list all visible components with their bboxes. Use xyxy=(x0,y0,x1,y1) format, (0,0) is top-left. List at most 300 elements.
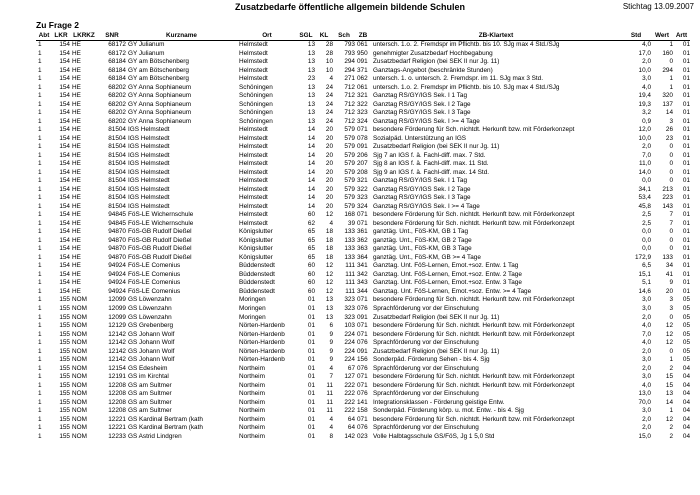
cell-zb: 071 xyxy=(357,219,368,227)
cell-zb: 023 xyxy=(357,432,368,440)
cell-sch: 133 xyxy=(344,253,355,261)
cell-lkr: 154 xyxy=(59,92,70,100)
cell-artt: 05 xyxy=(682,356,690,364)
cell-snr: 12221 xyxy=(108,415,126,423)
cell-wert: 13 xyxy=(665,390,673,398)
cell-ort: Helmstedt xyxy=(239,134,268,142)
cell-snr: 94924 xyxy=(108,279,126,287)
cell-wert: 7 xyxy=(669,219,673,227)
table-row xyxy=(36,296,690,305)
cell-zb: 323 xyxy=(357,109,368,117)
cell-sch: 111 xyxy=(345,279,355,287)
cell-lkr: 154 xyxy=(59,49,70,57)
cell-zb: 076 xyxy=(357,390,368,398)
cell-snr: 94924 xyxy=(108,287,126,295)
cell-abt: 1 xyxy=(38,143,42,151)
cell-wert: 9 xyxy=(669,279,673,287)
cell-artt: 05 xyxy=(682,313,690,321)
cell-ort: Nörten-Hardenb xyxy=(239,330,285,338)
cell-sch: 133 xyxy=(344,228,355,236)
cell-abt: 1 xyxy=(38,322,42,330)
cell-snr: 68184 xyxy=(108,58,126,66)
cell-wert: 34 xyxy=(665,262,673,270)
cell-std: 4,0 xyxy=(642,83,651,91)
cell-snr: 81504 xyxy=(108,134,126,142)
cell-std: 3,0 xyxy=(642,296,651,304)
cell-lkrkz: HE xyxy=(72,41,81,48)
cell-abt: 1 xyxy=(38,202,42,210)
cell-zb-klartext: Sjg 8 an IGS f. ä. Fachl-diff. max. 11 Std. xyxy=(373,160,489,168)
cell-kl: 10 xyxy=(325,58,333,66)
cell-kl: 9 xyxy=(329,339,333,347)
table-row xyxy=(36,160,690,169)
cell-kl: 18 xyxy=(325,228,333,236)
cell-zb-klartext: Ganztag RS/GY/IGS Sek. I 2 Tage xyxy=(373,100,471,108)
cell-sch: 294 xyxy=(344,66,355,74)
cell-kl: 20 xyxy=(325,151,333,159)
table-row xyxy=(36,365,690,374)
cell-lkr: 154 xyxy=(59,100,70,108)
cell-lkrkz: HE xyxy=(72,287,81,295)
cell-kurzname: GS Löwenzahn xyxy=(128,296,172,304)
table-row xyxy=(36,75,690,84)
cell-sgl: 01 xyxy=(307,304,315,312)
cell-sgl: 01 xyxy=(307,432,315,440)
cell-abt: 1 xyxy=(38,134,42,142)
cell-std: 2,5 xyxy=(642,211,651,219)
table-row xyxy=(36,58,690,67)
cell-kl: 12 xyxy=(325,287,333,295)
cell-sch: 103 xyxy=(344,322,355,330)
cell-artt: 04 xyxy=(682,432,690,440)
cell-zb-klartext: Ganztag RS/GY/IGS Sek. I 3 Tage xyxy=(373,109,471,117)
cell-kl: 20 xyxy=(325,143,333,151)
cell-zb-klartext: Ganztags-Angebot (beschränkte Stunden) xyxy=(373,66,493,74)
cell-kurzname: IGS Helmstedt xyxy=(128,185,170,193)
cell-lkr: 155 xyxy=(59,347,70,355)
cell-ort: Büddenstedt xyxy=(239,279,275,287)
cell-zb: 321 xyxy=(357,92,368,100)
cell-ort: Helmstedt xyxy=(239,143,268,151)
cell-kl: 4 xyxy=(329,75,333,83)
cell-lkrkz: NOM xyxy=(72,330,87,338)
cell-lkrkz: HE xyxy=(72,151,81,159)
table-row xyxy=(36,152,690,161)
cell-lkr: 155 xyxy=(59,339,70,347)
table-row xyxy=(36,220,690,229)
cell-kl: 4 xyxy=(329,219,333,227)
cell-wert: 2 xyxy=(669,432,673,440)
cell-ort: Northeim xyxy=(239,381,265,389)
cell-zb-klartext: besondere Förderung für Sch. nichtdt. Herkunft bzw. mit Förderkonzept xyxy=(373,322,575,330)
cell-snr: 12208 xyxy=(108,390,126,398)
cell-kl: 12 xyxy=(325,211,333,219)
cell-kurzname: FöS-LE Comenius xyxy=(128,279,181,287)
cell-kl: 9 xyxy=(329,347,333,355)
cell-sch: 712 xyxy=(344,109,355,117)
cell-snr: 81504 xyxy=(108,185,126,193)
cell-zb-klartext: Sprachförderung vor der Einschulung xyxy=(373,339,479,347)
cell-zb: 324 xyxy=(357,202,368,210)
cell-sgl: 01 xyxy=(307,398,315,406)
cell-kl: 7 xyxy=(329,373,333,381)
cell-lkr: 154 xyxy=(59,143,70,151)
cell-snr: 68202 xyxy=(108,109,126,117)
cell-zb: 364 xyxy=(357,253,368,261)
table-row xyxy=(36,322,690,331)
cell-std: 12,0 xyxy=(638,126,651,134)
cell-sch: 64 xyxy=(347,415,355,423)
cell-zb: 076 xyxy=(357,304,368,312)
table-row xyxy=(36,331,690,340)
cell-zb-klartext: Sjg 7 an IGS f. ä. Fachl-diff. max. 7 Std. xyxy=(373,151,486,159)
cell-lkr: 154 xyxy=(59,228,70,236)
cell-kurzname: IGS Helmstedt xyxy=(128,143,170,151)
cell-lkr: 154 xyxy=(59,177,70,185)
col-kurzname: Kurzname xyxy=(126,31,237,41)
cell-artt: 01 xyxy=(682,143,690,151)
cell-wert: 3 xyxy=(669,117,673,125)
cell-wert: 1 xyxy=(669,407,673,415)
cell-artt: 05 xyxy=(682,322,690,330)
cell-kl: 4 xyxy=(329,415,333,423)
cell-std: 13,0 xyxy=(638,390,651,398)
cell-ort: Königslutter xyxy=(239,253,273,261)
table-body xyxy=(36,41,690,442)
cell-kurzname: GS Johann Wolf xyxy=(128,347,175,355)
cell-std: 3,0 xyxy=(642,356,651,364)
cell-abt: 1 xyxy=(38,347,42,355)
cell-std: 45,8 xyxy=(638,202,651,210)
cell-wert: 15 xyxy=(665,381,673,389)
cell-kl: 20 xyxy=(325,134,333,142)
cell-kl: 24 xyxy=(325,100,333,108)
cell-kl: 20 xyxy=(325,185,333,193)
cell-sgl: 01 xyxy=(307,322,315,330)
cell-zb-klartext: Zusatzbedarf Religion (bei SEK II nur Jg. 11) xyxy=(373,347,500,355)
cell-zb: 950 xyxy=(357,49,368,57)
cell-kurzname: GY Anna Sophianeum xyxy=(128,109,192,117)
cell-kl: 20 xyxy=(325,177,333,185)
cell-sch: 579 xyxy=(344,177,355,185)
cell-lkr: 155 xyxy=(59,356,70,364)
cell-ort: Helmstedt xyxy=(239,75,268,83)
cell-artt: 01 xyxy=(682,287,690,295)
report-date: Stichtag 13.09.2007 xyxy=(622,2,694,11)
cell-zb: 061 xyxy=(357,41,368,48)
cell-zb: 156 xyxy=(357,356,368,364)
cell-wert: 15 xyxy=(665,373,673,381)
cell-artt: 01 xyxy=(682,160,690,168)
cell-lkrkz: HE xyxy=(72,262,81,270)
cell-zb-klartext: Sjg 9 an IGS f. ä. Fachl-diff. max. 14 Std. xyxy=(373,168,490,176)
cell-lkrkz: HE xyxy=(72,58,81,66)
cell-abt: 1 xyxy=(38,194,42,202)
cell-lkrkz: NOM xyxy=(72,339,87,347)
cell-kl: 11 xyxy=(326,390,333,398)
cell-artt: 01 xyxy=(682,58,690,66)
cell-snr: 94870 xyxy=(108,228,126,236)
cell-abt: 1 xyxy=(38,168,42,176)
cell-snr: 12221 xyxy=(108,424,126,432)
cell-sch: 579 xyxy=(344,134,355,142)
cell-zb: 323 xyxy=(357,194,368,202)
cell-abt: 1 xyxy=(38,304,42,312)
col-lkr: LKR xyxy=(52,31,70,41)
cell-ort: Helmstedt xyxy=(239,58,268,66)
cell-sch: 133 xyxy=(344,236,355,244)
cell-artt: 04 xyxy=(682,398,690,406)
cell-std: 0,9 xyxy=(642,117,651,125)
cell-lkrkz: HE xyxy=(72,143,81,151)
cell-lkr: 154 xyxy=(59,66,70,74)
cell-sgl: 60 xyxy=(307,211,315,219)
cell-zb-klartext: untersch. 1.o. 2. Fremdspr im Pflichtb. bis 10. SJg max 4 Std./SJg xyxy=(373,41,560,48)
cell-artt: 05 xyxy=(682,330,690,338)
cell-lkrkz: HE xyxy=(72,134,81,142)
col-sgl: SGL xyxy=(297,31,315,41)
cell-zb-klartext: Zusatzbedarf Religion (bei SEK II nur Jg. 11) xyxy=(373,143,500,151)
cell-sgl: 14 xyxy=(307,185,315,193)
cell-kl: 12 xyxy=(325,262,333,270)
table-row xyxy=(36,143,690,152)
cell-ort: Helmstedt xyxy=(239,202,268,210)
cell-zb-klartext: ganztäg. Unt., FöS-KM, GB 3 Tage xyxy=(373,245,472,253)
cell-ort: Büddenstedt xyxy=(239,287,275,295)
cell-zb-klartext: untersch. 1. o. untersch. 2. Fremdspr. im 11. SJg max 3 Std. xyxy=(373,75,544,83)
cell-std: 14,6 xyxy=(638,287,651,295)
cell-lkrkz: NOM xyxy=(72,296,87,304)
cell-sgl: 13 xyxy=(307,49,315,57)
cell-abt: 1 xyxy=(38,160,42,168)
cell-sch: 323 xyxy=(344,296,355,304)
cell-sch: 127 xyxy=(344,373,355,381)
cell-wert: 1 xyxy=(669,356,673,364)
cell-wert: 23 xyxy=(665,134,673,142)
cell-sch: 579 xyxy=(344,151,355,159)
cell-sgl: 01 xyxy=(307,415,315,423)
cell-ort: Nörten-Hardenb xyxy=(239,356,285,364)
cell-kurzname: FöS-GB Rudolf Dießel xyxy=(128,236,192,244)
cell-ort: Helmstedt xyxy=(239,49,268,57)
cell-kurzname: IGS Helmstedt xyxy=(128,177,170,185)
table-row xyxy=(36,186,690,195)
cell-lkr: 154 xyxy=(59,194,70,202)
cell-snr: 81504 xyxy=(108,168,126,176)
cell-abt: 1 xyxy=(38,211,42,219)
cell-sch: 579 xyxy=(344,143,355,151)
cell-wert: 1 xyxy=(669,41,673,48)
cell-ort: Helmstedt xyxy=(239,151,268,159)
cell-abt: 1 xyxy=(38,253,42,261)
cell-wert: 12 xyxy=(665,415,673,423)
cell-lkr: 155 xyxy=(59,364,70,372)
table-header xyxy=(36,31,690,41)
cell-abt: 1 xyxy=(38,313,42,321)
cell-lkr: 154 xyxy=(59,117,70,125)
cell-kl: 12 xyxy=(325,279,333,287)
cell-std: 2,0 xyxy=(642,143,651,151)
cell-kurzname: GS am Sultmer xyxy=(128,381,172,389)
cell-artt: 04 xyxy=(682,415,690,423)
table-row xyxy=(36,424,690,433)
cell-snr: 81504 xyxy=(108,177,126,185)
cell-lkr: 154 xyxy=(59,202,70,210)
cell-sch: 222 xyxy=(344,381,355,389)
cell-lkr: 154 xyxy=(59,83,70,91)
cell-kurzname: IGS Helmstedt xyxy=(128,168,170,176)
cell-abt: 1 xyxy=(38,49,42,57)
cell-std: 10,0 xyxy=(638,66,651,74)
cell-zb-klartext: Ganztag. Unt. FöS-Lernen, Emot.+soz. Entw. 1 Tag xyxy=(373,262,519,270)
table-row xyxy=(36,135,690,144)
cell-zb-klartext: Integrationsklassen - Förderung geistige Entw. xyxy=(373,398,505,406)
table-row xyxy=(36,118,690,127)
table-row xyxy=(36,84,690,93)
cell-ort: Schöningen xyxy=(239,92,273,100)
cell-artt: 01 xyxy=(682,219,690,227)
cell-ort: Moringen xyxy=(239,304,266,312)
cell-artt: 01 xyxy=(682,168,690,176)
cell-abt: 1 xyxy=(38,245,42,253)
cell-ort: Königslutter xyxy=(239,236,273,244)
cell-sgl: 62 xyxy=(307,219,315,227)
cell-zb-klartext: Ganztag RS/GY/IGS Sek. I 3 Tage xyxy=(373,194,471,202)
cell-sch: 294 xyxy=(344,58,355,66)
cell-zb-klartext: Sonderpäd. Förderung körp. u. mot. Entw. - bis 4. Sjg xyxy=(373,407,524,415)
cell-std: 4,0 xyxy=(642,381,651,389)
cell-artt: 01 xyxy=(682,177,690,185)
cell-artt: 05 xyxy=(682,296,690,304)
cell-lkr: 154 xyxy=(59,270,70,278)
cell-wert: 0 xyxy=(669,347,673,355)
cell-snr: 68172 xyxy=(108,41,126,48)
header-row xyxy=(36,31,690,41)
cell-lkrkz: HE xyxy=(72,253,81,261)
cell-wert: 2 xyxy=(669,364,673,372)
cell-artt: 04 xyxy=(682,407,690,415)
cell-zb: 062 xyxy=(357,75,368,83)
cell-zb-klartext: besondere Förderung für Sch. nichtdt. Herkunft bzw. mit Förderkonzept xyxy=(373,330,575,338)
cell-snr: 68202 xyxy=(108,92,126,100)
cell-kl: 13 xyxy=(325,296,333,304)
cell-snr: 68202 xyxy=(108,100,126,108)
cell-artt: 01 xyxy=(682,202,690,210)
cell-kl: 18 xyxy=(325,236,333,244)
cell-lkr: 155 xyxy=(59,390,70,398)
cell-zb-klartext: Sprachförderung vor der Einschulung xyxy=(373,304,479,312)
cell-sch: 224 xyxy=(344,330,355,338)
cell-kl: 24 xyxy=(325,92,333,100)
cell-ort: Nörten-Hardenb xyxy=(239,322,285,330)
cell-abt: 1 xyxy=(38,228,42,236)
cell-kl: 18 xyxy=(325,253,333,261)
cell-artt: 01 xyxy=(682,49,690,57)
cell-zb: 321 xyxy=(357,177,368,185)
cell-artt: 04 xyxy=(682,373,690,381)
cell-abt: 1 xyxy=(38,151,42,159)
cell-artt: 01 xyxy=(682,134,690,142)
cell-std: 172,9 xyxy=(635,253,651,261)
cell-kl: 12 xyxy=(325,270,333,278)
cell-kurzname: GY Anna Sophianeum xyxy=(128,83,192,91)
table-row xyxy=(36,314,690,323)
cell-sch: 111 xyxy=(345,270,355,278)
cell-std: 17,0 xyxy=(638,49,651,57)
table-row xyxy=(36,50,690,59)
cell-zb-klartext: besondere Förderung für Sch. nichtdt. Herkunft bzw. mit Förderkonzept xyxy=(373,211,575,219)
cell-sgl: 13 xyxy=(307,117,315,125)
cell-artt: 05 xyxy=(682,347,690,355)
cell-artt: 01 xyxy=(682,185,690,193)
cell-kl: 11 xyxy=(326,381,333,389)
cell-wert: 1 xyxy=(669,83,673,91)
col-wert: Wert xyxy=(651,31,673,41)
cell-kurzname: GS Kardinal Bertram (kath xyxy=(128,424,203,432)
cell-snr: 81504 xyxy=(108,143,126,151)
cell-kurzname: IGS Helmstedt xyxy=(128,202,170,210)
cell-abt: 1 xyxy=(38,236,42,244)
cell-snr: 12142 xyxy=(108,330,126,338)
cell-abt: 1 xyxy=(38,364,42,372)
cell-lkr: 155 xyxy=(59,330,70,338)
cell-ort: Helmstedt xyxy=(239,194,268,202)
cell-lkrkz: HE xyxy=(72,202,81,210)
cell-sch: 67 xyxy=(347,364,355,372)
table-row xyxy=(36,356,690,365)
cell-std: 70,0 xyxy=(638,398,651,406)
cell-wert: 0 xyxy=(669,168,673,176)
report-title: Zusatzbedarfe öffentliche allgemein bildende Schulen xyxy=(234,2,466,12)
cell-artt: 01 xyxy=(682,83,690,91)
cell-snr: 94845 xyxy=(108,219,126,227)
cell-artt: 01 xyxy=(682,270,690,278)
col-abt: Abt xyxy=(36,31,52,41)
cell-abt: 1 xyxy=(38,92,42,100)
cell-lkr: 155 xyxy=(59,381,70,389)
cell-ort: Büddenstedt xyxy=(239,270,275,278)
cell-kl: 11 xyxy=(326,407,333,415)
cell-std: 2,0 xyxy=(642,424,651,432)
cell-sch: 222 xyxy=(344,398,355,406)
cell-wert: 41 xyxy=(665,270,673,278)
cell-sgl: 23 xyxy=(307,75,315,83)
cell-abt: 1 xyxy=(38,356,42,364)
cell-kl: 28 xyxy=(325,41,333,48)
cell-wert: 1 xyxy=(669,75,673,83)
cell-sgl: 60 xyxy=(307,287,315,295)
cell-sgl: 01 xyxy=(307,339,315,347)
cell-zb: 071 xyxy=(357,373,368,381)
cell-kurzname: GY Julianum xyxy=(128,49,165,57)
cell-sch: 64 xyxy=(347,424,355,432)
cell-wert: 213 xyxy=(662,185,673,193)
cell-kurzname: FöS-LE Wichernschule xyxy=(128,211,194,219)
cell-kurzname: FöS-LE Comenius xyxy=(128,270,181,278)
cell-lkr: 154 xyxy=(59,109,70,117)
cell-sgl: 13 xyxy=(307,66,315,74)
cell-artt: 05 xyxy=(682,339,690,347)
cell-snr: 94924 xyxy=(108,262,126,270)
table-row xyxy=(36,262,690,271)
cell-kl: 8 xyxy=(329,432,333,440)
cell-kl: 20 xyxy=(325,160,333,168)
cell-snr: 12208 xyxy=(108,398,126,406)
cell-sch: 111 xyxy=(345,287,355,295)
cell-artt: 01 xyxy=(682,194,690,202)
cell-std: 4,0 xyxy=(642,41,651,48)
cell-zb: 071 xyxy=(357,322,368,330)
